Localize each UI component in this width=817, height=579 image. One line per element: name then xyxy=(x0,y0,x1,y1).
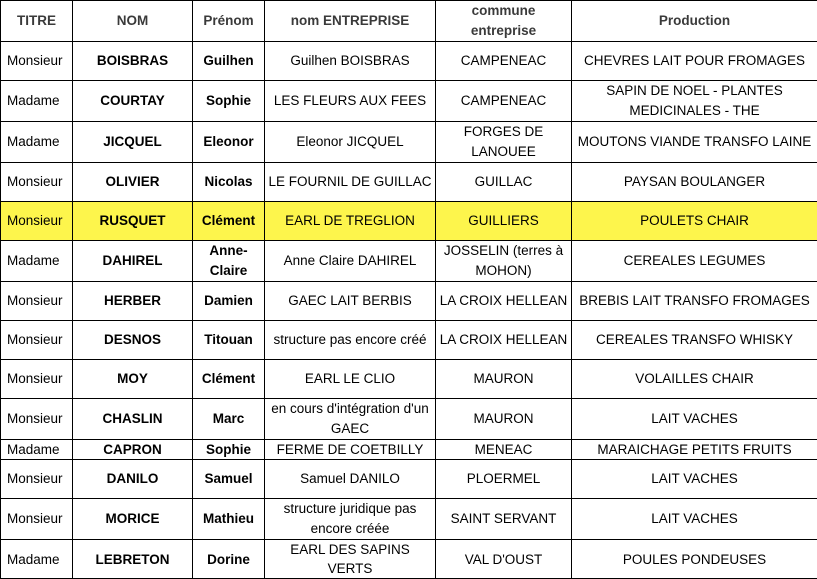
nom-cell: DANILO xyxy=(73,460,193,499)
entreprise-cell: LE FOURNIL DE GUILLAC xyxy=(265,163,436,202)
commune-cell: CAMPENEAC xyxy=(436,81,572,122)
header-nom-entreprise: nom ENTREPRISE xyxy=(265,1,436,42)
titre-cell: Monsieur xyxy=(1,202,73,241)
commune-cell: JOSSELIN (terres à MOHON) xyxy=(436,241,572,282)
prenom-cell: Nicolas xyxy=(193,163,265,202)
prenom-cell: Damien xyxy=(193,282,265,321)
commune-cell: SAINT SERVANT xyxy=(436,499,572,540)
titre-cell: Monsieur xyxy=(1,282,73,321)
nom-cell: LEBRETON xyxy=(73,540,193,579)
titre-cell: Monsieur xyxy=(1,42,73,81)
entreprise-cell: structure juridique pas encore créée xyxy=(265,499,436,540)
entreprise-cell: structure pas encore créé xyxy=(265,321,436,360)
entreprise-cell: Guilhen BOISBRAS xyxy=(265,42,436,81)
prenom-cell: Samuel xyxy=(193,460,265,499)
commune-cell: MENEAC xyxy=(436,440,572,460)
nom-cell: RUSQUET xyxy=(73,202,193,241)
header-titre: TITRE xyxy=(1,1,73,42)
entreprise-cell: Eleonor JICQUEL xyxy=(265,122,436,163)
production-cell: POULES PONDEUSES xyxy=(572,540,817,579)
nom-cell: OLIVIER xyxy=(73,163,193,202)
table-row xyxy=(1,42,817,81)
titre-cell: Madame xyxy=(1,540,73,579)
production-cell: MARAICHAGE PETITS FRUITS xyxy=(572,440,817,460)
titre-cell: Madame xyxy=(1,241,73,282)
entreprise-cell: FERME DE COETBILLY xyxy=(265,440,436,460)
titre-cell: Madame xyxy=(1,440,73,460)
prenom-cell: Mathieu xyxy=(193,499,265,540)
production-cell: MOUTONS VIANDE TRANSFO LAINE xyxy=(572,122,817,163)
table-body xyxy=(1,42,817,579)
prenom-cell: Guilhen xyxy=(193,42,265,81)
header-nom: NOM xyxy=(73,1,193,42)
nom-cell: HERBER xyxy=(73,282,193,321)
commune-cell: MAURON xyxy=(436,399,572,440)
header-production: Production xyxy=(572,1,817,42)
header-prenom: Prénom xyxy=(193,1,265,42)
titre-cell: Monsieur xyxy=(1,321,73,360)
prenom-cell: Sophie xyxy=(193,81,265,122)
production-cell: POULETS CHAIR xyxy=(572,202,817,241)
commune-cell: MAURON xyxy=(436,360,572,399)
production-cell: LAIT VACHES xyxy=(572,460,817,499)
titre-cell: Monsieur xyxy=(1,163,73,202)
titre-cell: Monsieur xyxy=(1,460,73,499)
entreprise-cell: GAEC LAIT BERBIS xyxy=(265,282,436,321)
production-cell: SAPIN DE NOEL - PLANTES MEDICINALES - THE xyxy=(572,81,817,122)
prenom-cell: Clément xyxy=(193,202,265,241)
nom-cell: JICQUEL xyxy=(73,122,193,163)
production-cell: VOLAILLES CHAIR xyxy=(572,360,817,399)
entreprise-cell: en cours d'intégration d'un GAEC xyxy=(265,399,436,440)
nom-cell: DAHIREL xyxy=(73,241,193,282)
production-cell: LAIT VACHES xyxy=(572,499,817,540)
commune-cell: PLOERMEL xyxy=(436,460,572,499)
titre-cell: Madame xyxy=(1,122,73,163)
table-row xyxy=(1,360,817,399)
titre-cell: Monsieur xyxy=(1,360,73,399)
header-commune-entreprise: commune entreprise xyxy=(436,1,572,42)
prenom-cell: Marc xyxy=(193,399,265,440)
table-row xyxy=(1,321,817,360)
production-cell: PAYSAN BOULANGER xyxy=(572,163,817,202)
production-cell: LAIT VACHES xyxy=(572,399,817,440)
commune-cell: GUILLAC xyxy=(436,163,572,202)
commune-cell: GUILLIERS xyxy=(436,202,572,241)
nom-cell: COURTAY xyxy=(73,81,193,122)
prenom-cell: Dorine xyxy=(193,540,265,579)
commune-cell: LA CROIX HELLEAN xyxy=(436,282,572,321)
table-row xyxy=(1,282,817,321)
production-cell: CHEVRES LAIT POUR FROMAGES xyxy=(572,42,817,81)
prenom-cell: Titouan xyxy=(193,321,265,360)
prenom-cell: Clément xyxy=(193,360,265,399)
prenom-cell: Anne-Claire xyxy=(193,241,265,282)
production-cell: BREBIS LAIT TRANSFO FROMAGES xyxy=(572,282,817,321)
table-row xyxy=(1,81,817,122)
table-row xyxy=(1,460,817,499)
table-row xyxy=(1,399,817,440)
commune-cell: VAL D'OUST xyxy=(436,540,572,579)
production-cell: CEREALES LEGUMES xyxy=(572,241,817,282)
entreprise-cell: Anne Claire DAHIREL xyxy=(265,241,436,282)
entreprise-cell: LES FLEURS AUX FEES xyxy=(265,81,436,122)
table-row xyxy=(1,163,817,202)
titre-cell: Monsieur xyxy=(1,499,73,540)
nom-cell: MORICE xyxy=(73,499,193,540)
commune-cell: CAMPENEAC xyxy=(436,42,572,81)
prenom-cell: Sophie xyxy=(193,440,265,460)
nom-cell: CHASLIN xyxy=(73,399,193,440)
titre-cell: Madame xyxy=(1,81,73,122)
header-row xyxy=(1,1,817,42)
titre-cell: Monsieur xyxy=(1,399,73,440)
entreprise-cell: EARL DES SAPINS VERTS xyxy=(265,540,436,579)
nom-cell: BOISBRAS xyxy=(73,42,193,81)
nom-cell: MOY xyxy=(73,360,193,399)
table-row xyxy=(1,440,817,460)
table-row xyxy=(1,499,817,540)
nom-cell: CAPRON xyxy=(73,440,193,460)
production-cell: CEREALES TRANSFO WHISKY xyxy=(572,321,817,360)
entreprise-cell: EARL DE TREGLION xyxy=(265,202,436,241)
prenom-cell: Eleonor xyxy=(193,122,265,163)
table-row xyxy=(1,202,817,241)
table-row xyxy=(1,241,817,282)
table-row xyxy=(1,122,817,163)
entreprise-cell: EARL LE CLIO xyxy=(265,360,436,399)
entreprise-cell: Samuel DANILO xyxy=(265,460,436,499)
commune-cell: FORGES DE LANOUEE xyxy=(436,122,572,163)
table-row xyxy=(1,540,817,579)
commune-cell: LA CROIX HELLEAN xyxy=(436,321,572,360)
nom-cell: DESNOS xyxy=(73,321,193,360)
